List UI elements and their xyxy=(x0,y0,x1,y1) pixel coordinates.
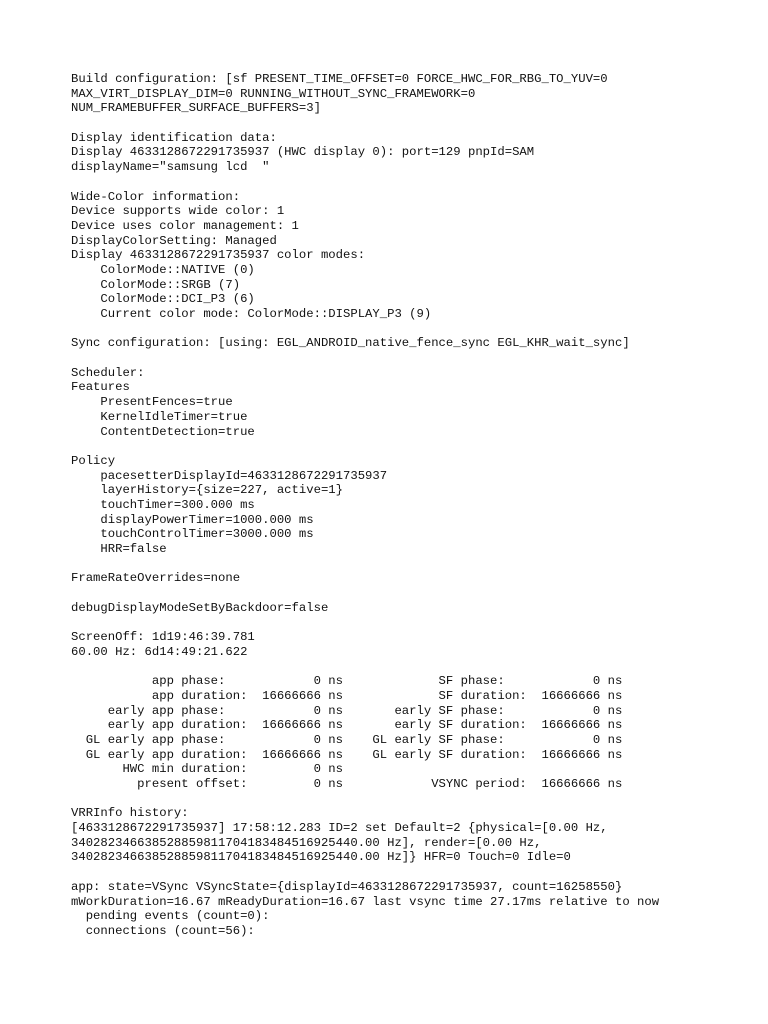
text-line: debugDisplayModeSetByBackdoor=false xyxy=(71,600,329,615)
blank-line xyxy=(71,439,761,454)
text-line: app: state=VSync VSyncState={displayId=4633128672291735937, count=16258550} xyxy=(71,879,623,894)
text-line: 340282346638528859811704183484516925440.00 Hz]} HFR=0 Touch=0 Idle=0 xyxy=(71,850,571,865)
text-line: app duration: 16666666 ns SF duration: 16666666 ns xyxy=(71,688,623,703)
text-line: Policy xyxy=(71,453,116,468)
text-line: Current color mode: ColorMode::DISPLAY_P3 (9) xyxy=(71,307,432,321)
text-line: Scheduler: xyxy=(71,365,145,380)
text-line: DisplayColorSetting: Managed xyxy=(71,233,277,248)
dumpsys-text-document xyxy=(71,72,761,939)
text-line: ColorMode::DCI_P3 (6) xyxy=(71,292,255,307)
blank-line xyxy=(71,586,761,601)
blank-line xyxy=(71,615,761,630)
text-line: early app phase: 0 ns early SF phase: 0 ns xyxy=(71,703,623,718)
text-line: 340282346638528859811704183484516925440.00 Hz], render=[0.00 Hz, xyxy=(71,835,542,850)
text-line: displayPowerTimer=1000.000 ms xyxy=(71,512,314,527)
text-line: Device uses color management: 1 xyxy=(71,218,299,233)
text-line: pacesetterDisplayId=4633128672291735937 xyxy=(71,468,388,483)
text-line: PresentFences=true xyxy=(71,395,233,410)
text-line: GL early app phase: 0 ns GL early SF phase: 0 ns xyxy=(71,732,623,747)
blank-line xyxy=(71,116,761,131)
blank-line xyxy=(71,792,761,807)
text-line: KernelIdleTimer=true xyxy=(71,409,248,424)
text-line: early app duration: 16666666 ns early SF duration: 16666666 ns xyxy=(71,718,623,733)
text-line: FrameRateOverrides=none xyxy=(71,571,241,586)
text-line: app phase: 0 ns SF phase: 0 ns xyxy=(71,674,623,689)
text-line: ColorMode::NATIVE (0) xyxy=(71,262,255,277)
text-line: HWC min duration: 0 ns xyxy=(71,762,343,777)
text-line: Device supports wide color: 1 xyxy=(71,204,285,219)
blank-line xyxy=(71,175,761,190)
text-line: HRR=false xyxy=(71,542,167,556)
text-line: Display 4633128672291735937 color modes: xyxy=(71,248,366,263)
text-line: MAX_VIRT_DISPLAY_DIM=0 RUNNING_WITHOUT_SYNC_FRAMEWORK=0 xyxy=(71,86,476,101)
text-line: Display 4633128672291735937 (HWC display 0): port=129 pnpId=SAM xyxy=(71,145,535,160)
text-line: Wide-Color information: xyxy=(71,189,241,204)
text-line: touchTimer=300.000 ms xyxy=(71,497,255,512)
text-line: connections (count=56): xyxy=(71,923,255,938)
text-line: Sync configuration: [using: EGL_ANDROID_native_fence_sync EGL_KHR_wait_sync] xyxy=(71,336,630,351)
blank-line xyxy=(71,865,761,880)
text-line: ScreenOff: 1d19:46:39.781 xyxy=(71,630,255,645)
text-line: GL early app duration: 16666666 ns GL early SF duration: 16666666 ns xyxy=(71,747,623,762)
blank-line xyxy=(71,660,761,675)
text-line: present offset: 0 ns VSYNC period: 16666666 ns xyxy=(71,777,623,791)
text-line: layerHistory={size=227, active=1} xyxy=(71,483,343,498)
text-line: Display identification data: xyxy=(71,130,277,145)
text-line: NUM_FRAMEBUFFER_SURFACE_BUFFERS=3] xyxy=(71,101,321,116)
text-line: touchControlTimer=3000.000 ms xyxy=(71,527,314,542)
text-line: mWorkDuration=16.67 mReadyDuration=16.67 last vsync time 27.17ms relative to now xyxy=(71,894,660,909)
blank-line xyxy=(71,351,761,366)
text-line: Features xyxy=(71,380,130,395)
blank-line xyxy=(71,322,761,337)
blank-line xyxy=(71,557,761,572)
text-line: pending events (count=0): xyxy=(71,909,270,924)
text-line: VRRInfo history: xyxy=(71,806,189,821)
text-line: ColorMode::SRGB (7) xyxy=(71,277,241,292)
text-line: displayName="samsung lcd " xyxy=(71,160,270,175)
text-line: Build configuration: [sf PRESENT_TIME_OFFSET=0 FORCE_HWC_FOR_RBG_TO_YUV=0 xyxy=(71,72,608,86)
text-line: [4633128672291735937] 17:58:12.283 ID=2 set Default=2 {physical=[0.00 Hz, xyxy=(71,821,608,836)
text-line: ContentDetection=true xyxy=(71,424,255,439)
text-line: 60.00 Hz: 6d14:49:21.622 xyxy=(71,644,248,659)
